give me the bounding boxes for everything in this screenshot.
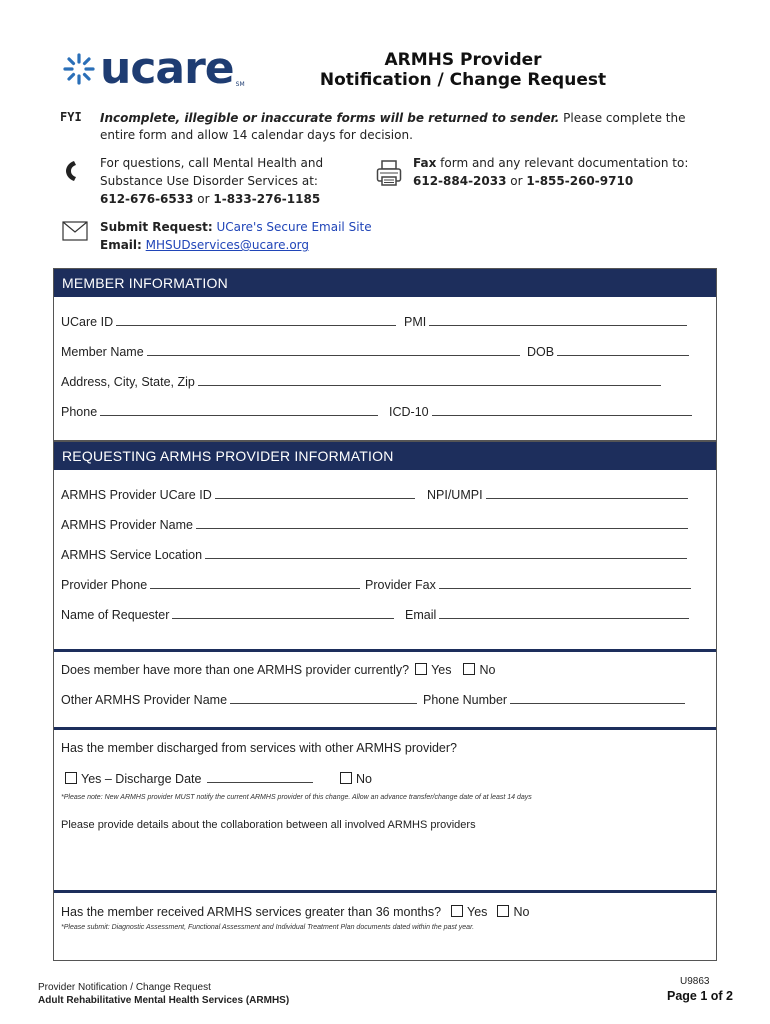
service-location-label: ARMHS Service Location xyxy=(61,548,203,562)
phone-contact: For questions, call Mental Health and Substance Use Disorder Services at: 612-676-6533 or 1-833-276-1185 xyxy=(100,156,324,206)
provider-ucare-id-field[interactable] xyxy=(215,488,415,499)
phone-number-2[interactable]: 1-833-276-1185 xyxy=(213,192,321,206)
envelope-icon xyxy=(62,221,88,245)
fax-icon xyxy=(376,160,402,190)
ucare-id-field[interactable] xyxy=(116,315,396,326)
provider-name-label: ARMHS Provider Name xyxy=(61,518,193,532)
member-information-section xyxy=(53,268,717,441)
over-36-months-question: Has the member received ARMHS services greater than 36 months? xyxy=(61,905,442,919)
requester-email-field[interactable] xyxy=(439,608,689,619)
fyi-label: FYI xyxy=(60,110,82,124)
section-divider xyxy=(54,649,716,652)
logo-wordmark: ucare xyxy=(100,43,234,94)
discharge-yes-checkbox[interactable] xyxy=(65,772,77,784)
logo-service-mark: SM xyxy=(235,81,245,88)
fax-number-2[interactable]: 1-855-260-9710 xyxy=(526,174,634,188)
provider-phone-field[interactable] xyxy=(150,578,360,589)
discharge-date-field[interactable] xyxy=(207,772,313,783)
other-provider-phone-field[interactable] xyxy=(510,693,685,704)
discharge-note: *Please note: New ARMHS provider MUST notify the current ARMHS provider of this change. Allow an advance transfer/change date of at least 14 days xyxy=(61,794,532,801)
submit-documents-note: *Please submit: Diagnostic Assessment, Functional Assessment and Individual Treatment Plan documents dated within the past year. xyxy=(61,924,475,931)
provider-fax-label: Provider Fax xyxy=(365,578,436,592)
multiple-providers-no-checkbox[interactable] xyxy=(463,663,475,675)
provider-name-field[interactable] xyxy=(196,518,688,529)
service-location-field[interactable] xyxy=(205,548,687,559)
phone-number-1[interactable]: 612-676-6533 xyxy=(100,192,194,206)
over-36-months-no-checkbox[interactable] xyxy=(497,905,509,917)
collaboration-details-label: Please provide details about the collaboration between all involved ARMHS providers xyxy=(61,819,476,831)
provider-information-section: REQUESTING ARMHS PROVIDER INFORMATION ARMHS Provider UCare ID NPI/UMPI ARMHS Provider Name ARMHS Service Location Provider Phone Provider Fax Name of Requester Email Does member have more than one ARMHS provider currently? Yes No Other ARMHS Provider Name Phone Number Has the member discharged from services with other ARMHS provider? Yes – Discharge Date No *Please note: New ARMHS provider MUST notify the current ARMHS provider of this change. Allow an advance transfer/change date of at least 14 days Please provide details about the collaboration between all involved ARMHS providers Has the member received ARMHS services greater than 36 months? Yes No *Please submit: Diagnostic Assessment, Functional Assessment and Individual Treatment Plan documents dated within the past year. xyxy=(53,441,717,961)
member-information-header: MEMBER INFORMATION xyxy=(54,269,716,297)
npi-field[interactable] xyxy=(486,488,688,499)
footer-form-title: Provider Notification / Change Request Adult Rehabilitative Mental Health Services (ARMHS) xyxy=(38,982,290,1006)
icd10-label: ICD-10 xyxy=(389,405,429,419)
pmi-field[interactable] xyxy=(429,315,687,326)
provider-phone-label: Provider Phone xyxy=(61,578,148,592)
email-label: Email xyxy=(405,608,437,622)
secure-email-site-link[interactable]: UCare's Secure Email Site xyxy=(216,220,372,234)
page-title: ARMHS Provider Notification / Change Request xyxy=(319,50,607,90)
dob-field[interactable] xyxy=(557,345,689,356)
pmi-label: PMI xyxy=(404,315,427,329)
ucare-logo xyxy=(62,43,245,94)
multiple-providers-question: Does member have more than one ARMHS provider currently? xyxy=(61,663,410,677)
fax-contact: Fax form and any relevant documentation to: 612-884-2033 or 1-855-260-9710 xyxy=(413,156,689,188)
npi-label: NPI/UMPI xyxy=(427,488,483,502)
provider-ucare-id-label: ARMHS Provider UCare ID xyxy=(61,488,212,502)
email-link[interactable]: MHSUDservices@ucare.org xyxy=(145,238,310,252)
fyi-text: Incomplete, illegible or inaccurate forms will be returned to sender. Please complete the entire form and allow 14 calendar days for decision. xyxy=(100,111,686,142)
page-number: Page 1 of 2 xyxy=(667,989,733,1003)
other-provider-name-label: Other ARMHS Provider Name xyxy=(61,693,228,707)
collaboration-details-field[interactable] xyxy=(61,840,709,886)
member-phone-field[interactable] xyxy=(100,405,378,416)
section-divider xyxy=(54,727,716,730)
form-code: U9863 xyxy=(680,976,710,987)
address-field[interactable] xyxy=(198,375,661,386)
section-divider xyxy=(54,890,716,893)
provider-fax-field[interactable] xyxy=(439,578,691,589)
discharge-question: Has the member discharged from services with other ARMHS provider? xyxy=(61,741,457,755)
over-36-months-yes-checkbox[interactable] xyxy=(451,905,463,917)
submit-contact: Submit Request: UCare's Secure Email Site Email: MHSUDservices@ucare.org xyxy=(100,220,372,252)
address-label: Address, City, State, Zip xyxy=(61,375,195,389)
ucare-burst-icon xyxy=(62,52,96,86)
phone-icon xyxy=(64,160,78,187)
provider-information-header: REQUESTING ARMHS PROVIDER INFORMATION xyxy=(54,442,716,470)
other-provider-name-field[interactable] xyxy=(230,693,417,704)
dob-label: DOB xyxy=(527,345,555,359)
member-name-label: Member Name xyxy=(61,345,144,359)
icd10-field[interactable] xyxy=(432,405,692,416)
other-provider-phone-label: Phone Number xyxy=(423,693,508,707)
multiple-providers-yes-checkbox[interactable] xyxy=(415,663,427,675)
phone-label: Phone xyxy=(61,405,98,419)
discharge-no-checkbox[interactable] xyxy=(340,772,352,784)
ucare-id-label: UCare ID xyxy=(61,315,114,329)
requester-label: Name of Requester xyxy=(61,608,170,622)
requester-field[interactable] xyxy=(172,608,394,619)
member-name-field[interactable] xyxy=(147,345,520,356)
fax-number-1[interactable]: 612-884-2033 xyxy=(413,174,507,188)
